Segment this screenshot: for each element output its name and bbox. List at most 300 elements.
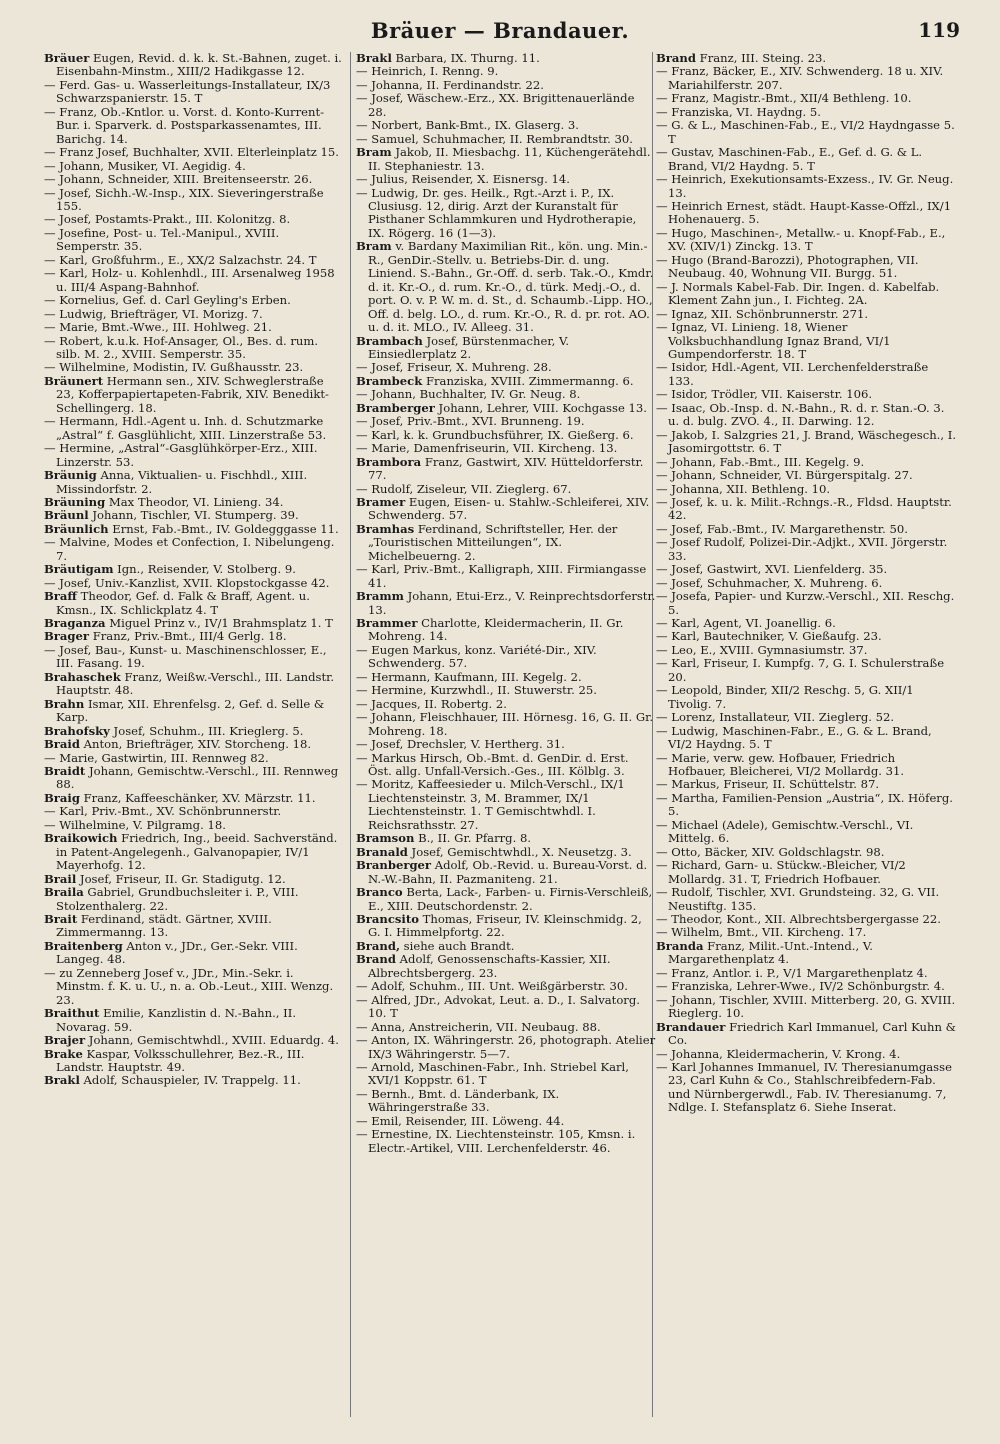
entry-text: — Johanna, II. Ferdinandstr. 22.: [356, 77, 544, 92]
directory-entry: [44, 52, 344, 79]
directory-entry: [656, 52, 956, 65]
entry-surname: Brand: [656, 52, 696, 65]
entry-text: — Hugo (Brand-Barozzi), Photographen, VII. Neubaug. 40, Wohnung VII. Burgg. 51.: [656, 252, 919, 281]
entry-surname: Bräunl: [44, 508, 89, 523]
directory-entry: [356, 832, 656, 845]
directory-entry: [356, 456, 656, 483]
directory-entry: [44, 227, 344, 254]
directory-entry: [656, 792, 956, 819]
entry-text: — Josef, Fab.-Bmt., IV. Margarethenstr. 50.: [656, 521, 908, 536]
entry-surname: Bram: [356, 239, 392, 254]
directory-entry: [656, 994, 956, 1021]
entry-text: Franz, III. Steing. 23.: [695, 52, 827, 65]
directory-entry: [656, 684, 956, 711]
entry-text: — Jacques, II. Robertg. 2.: [356, 696, 507, 711]
entry-text: — Josefa, Papier- und Kurzw.-Verschl., XII. Reschg. 5.: [656, 589, 955, 617]
entry-text: — Hermine, Kurzwhdl., II. Stuwerstr. 25.: [356, 683, 597, 698]
entry-text: Franz, Weißw.-Verschl., III. Landstr. Hauptstr. 48.: [56, 669, 335, 698]
directory-entry: [44, 738, 344, 751]
directory-entry: [356, 335, 656, 362]
entry-surname: Branberger: [356, 858, 432, 873]
entry-surname: Bramm: [356, 589, 404, 604]
entry-text: — Ludwig, Dr. ges. Heilk., Rgt.-Arzt i. P., IX. Clusiusg. 12, dirig. Arzt der Kuranstalt für Pisthaner Schlammkuren und Hydrotherapie, IX. Rögerg. 16 (1—3).: [356, 185, 637, 240]
entry-text: Josef, Friseur, II. Gr. Stadigutg. 12.: [76, 871, 286, 886]
entry-text: — Josef, Sichh.-W.-Insp., XIX. Sieveringerstraße 155.: [44, 185, 324, 213]
directory-entry: [356, 496, 656, 523]
entry-text: — Karl, k. k. Grundbuchsführer, IX. Gießerg. 6.: [356, 427, 634, 442]
directory-entry: [656, 361, 956, 388]
directory-entry: [44, 698, 344, 725]
directory-entry: [656, 200, 956, 227]
entry-text: Hermann sen., XIV. Schweglerstraße 23, Kofferpapiertapeten-Fabrik, XIV. Benedikt-Schellingerg. 18.: [56, 373, 329, 415]
directory-entry: [356, 738, 656, 751]
directory-entry: [356, 92, 656, 119]
directory-entry: [356, 133, 656, 146]
directory-entry: [44, 294, 344, 307]
entry-text: — Malvine, Modes et Confection, I. Nibelungeng. 7.: [44, 535, 335, 563]
entry-surname: Brand: [356, 952, 396, 967]
entry-text: Max Theodor, VI. Linieng. 34.: [105, 494, 284, 509]
entry-text: Johann, Gemischtwhdl., XVIII. Eduardg. 4.: [85, 1033, 339, 1048]
directory-entry: [656, 913, 956, 926]
directory-entry: [356, 846, 656, 859]
entry-surname: Bräunig: [44, 468, 97, 483]
directory-entry: [356, 778, 656, 832]
directory-entry: [356, 187, 656, 241]
entry-surname: Brahaschek: [44, 669, 121, 684]
entry-text: Ferdinand, Schriftsteller, Her. der „Touristischen Mitteilungen“, IX. Michelbeuerng. 2.: [368, 521, 618, 563]
directory-entry: [356, 429, 656, 442]
directory-entry: [656, 752, 956, 779]
entry-surname: Bräutigam: [44, 562, 114, 577]
directory-entry: [44, 967, 344, 1007]
entry-text: Josef, Schuhm., III. Krieglerg. 5.: [109, 723, 304, 738]
entry-surname: Brajer: [44, 1033, 86, 1048]
entry-text: — Johann, Fleischhauer, III. Hörnesg. 16, G. II. Gr. Mohreng. 18.: [356, 710, 654, 738]
entry-text: — Bernh., Bmt. d. Länderbank, IX. Währingerstraße 33.: [356, 1086, 560, 1115]
entry-text: — Ferd. Gas- u. Wasserleitungs-Installateur, IX/3 Schwarzspanierstr. 15. T: [44, 77, 331, 106]
entry-surname: Braganza: [44, 616, 106, 631]
entry-text: — Josefine, Post- u. Tel.-Manipul., XVIII. Semperstr. 35.: [44, 225, 280, 254]
entry-text: — Karl, Priv.-Bmt., XV. Schönbrunnerstr.: [44, 804, 282, 819]
entry-text: Josef, Bürstenmacher, V. Einsiedlerplatz 2.: [368, 333, 570, 361]
entry-text: Johann, Lehrer, VIII. Kochgasse 13.: [434, 400, 647, 415]
entry-text: Anna, Viktualien- u. Fischhdl., XIII. Missindorfstr. 2.: [56, 468, 308, 496]
directory-entry: [44, 792, 344, 805]
directory-entry: [656, 65, 956, 92]
directory-entry: [656, 1048, 956, 1061]
directory-entry: [356, 1061, 656, 1088]
entry-text: — Karl, Friseur, I. Kumpfg. 7, G. I. Schulerstraße 20.: [656, 656, 945, 684]
entry-text: Johann, Gemischtw.-Verschl., III. Rennweg 88.: [56, 764, 339, 792]
entry-surname: Brand,: [356, 938, 400, 953]
entry-text: — Leo, E., XVIII. Gymnasiumstr. 37.: [656, 642, 868, 657]
entry-text: — Josef, k. u. k. Milit.-Rchngs.-R., Fldsd. Hauptstr. 42.: [656, 494, 952, 523]
entry-text: — Karl, Holz- u. Kohlenhdl., III. Arsenalweg 1958 u. III/4 Aspang-Bahnhof.: [44, 266, 335, 294]
directory-entry: [656, 577, 956, 590]
directory-entry: [656, 1061, 956, 1115]
entry-text: Friedrich, Ing., beeid. Sachverständ. in Patent-Angelegenh., Galvanopapier, IV/1 Mayerhofg. 12.: [56, 831, 338, 873]
entry-surname: Bram: [356, 145, 392, 160]
directory-entry: [44, 106, 344, 146]
column-1: [44, 52, 344, 1422]
entry-text: Berta, Lack-, Farben- u. Firnis-Verschleiß, E., XIII. Deutschordenstr. 2.: [368, 885, 653, 913]
directory-entry: [356, 65, 656, 78]
directory-entry: [356, 859, 656, 886]
entry-surname: Braikowich: [44, 831, 118, 846]
entry-text: B., II. Gr. Pfarrg. 8.: [414, 831, 532, 846]
directory-entry: [356, 980, 656, 993]
page-number: 119: [918, 18, 960, 42]
entry-text: — Hermann, Kaufmann, III. Kegelg. 2.: [356, 669, 582, 684]
entry-text: — Otto, Bäcker, XIV. Goldschlagstr. 98.: [656, 844, 885, 859]
directory-entry: [44, 1007, 344, 1034]
entry-text: Eugen, Eisen- u. Stahlw.-Schleiferei, XIV. Schwenderg. 57.: [368, 494, 650, 523]
entry-text: — zu Zenneberg Josef v., JDr., Min.-Sekr. i. Minstm. f. K. u. U., n. a. Ob.-Leut., XIII. Wenzg. 23.: [44, 965, 334, 1007]
entry-text: — Norbert, Bank-Bmt., IX. Glaserg. 3.: [356, 118, 579, 133]
entry-text: Anton, Briefträger, XIV. Storcheng. 18.: [79, 737, 312, 752]
entry-surname: Brammer: [356, 616, 418, 631]
entry-surname: Bramson: [356, 831, 415, 846]
directory-entry: [44, 563, 344, 576]
directory-entry: [656, 321, 956, 361]
entry-text: — Karl, Agent, VI. Joanellig. 6.: [656, 616, 836, 631]
directory-entry: [356, 483, 656, 496]
directory-entry: [356, 711, 656, 738]
directory-entry: [356, 1088, 656, 1115]
entry-text: — Josef, Wäschew.-Erz., XX. Brigittenauerlände 28.: [356, 91, 635, 119]
entry-text: Miguel Prinz v., IV/1 Brahmsplatz 1. T: [105, 616, 333, 631]
entry-surname: Brancsito: [356, 912, 419, 926]
entry-text: — Wilhelm, Bmt., VII. Kircheng. 17.: [656, 925, 867, 940]
entry-surname: Braitenberg: [44, 938, 123, 953]
directory-entry: [44, 536, 344, 563]
directory-entry: [656, 617, 956, 630]
directory-entry: [356, 953, 656, 980]
directory-entry: [356, 563, 656, 590]
directory-entry: [44, 173, 344, 186]
entry-text: — Johanna, Kleidermacherin, V. Krong. 4.: [656, 1046, 901, 1061]
entry-text: — Heinrich, Exekutionsamts-Exzess., IV. Gr. Neug. 13.: [656, 172, 954, 200]
entry-text: — Robert, k.u.k. Hof-Ansager, Ol., Bes. d. rum. silb. M. 2., XVIII. Semperstr. 35.: [44, 333, 319, 361]
entry-text: — Josef, Friseur, X. Muhreng. 28.: [356, 360, 552, 375]
directory-entry: [44, 321, 344, 334]
entry-surname: Branco: [356, 885, 403, 900]
entry-text: — Rudolf, Ziseleur, VII. Zieglerg. 67.: [356, 481, 572, 496]
entry-text: — Ludwig, Maschinen-Fabr., E., G. & L. Brand, VI/2 Haydng. 5. T: [656, 723, 932, 752]
entry-surname: Brakl: [356, 52, 392, 65]
directory-entry: [44, 361, 344, 374]
directory-entry: [44, 335, 344, 362]
entry-surname: Brakl: [44, 1073, 80, 1088]
entry-text: Eugen, Revid. d. k. k. St.-Bahnen, zuget. i. Eisenbahn-Minstm., XIII/2 Hadikgasse 12.: [56, 52, 342, 79]
directory-entry: [44, 671, 344, 698]
directory-entry: [356, 698, 656, 711]
entry-text: Barbara, IX. Thurng. 11.: [391, 52, 540, 65]
entry-surname: Bräunlich: [44, 521, 109, 536]
entry-text: — Jakob, I. Salzgries 21, J. Brand, Wäschegesch., I. Jasomirgottstr. 6. T: [656, 427, 956, 456]
entry-text: — Wilhelmine, V. Pilgramg. 18.: [44, 817, 226, 832]
directory-entry: [44, 496, 344, 509]
directory-entry: [356, 913, 656, 940]
directory-entry: [656, 456, 956, 469]
directory-entry: [356, 684, 656, 697]
entry-text: — Karl, Priv.-Bmt., Kalligraph, XIII. Firmiangasse 41.: [356, 562, 647, 590]
entry-text: — Anna, Anstreicherin, VII. Neubaug. 88.: [356, 1019, 601, 1034]
directory-entry: [656, 173, 956, 200]
entry-text: Ferdinand, städt. Gärtner, XVIII. Zimmermanng. 13.: [56, 912, 272, 940]
directory-entry: [656, 644, 956, 657]
entry-text: — Ignaz, VI. Linieng. 18, Wiener Volksbuchhandlung Ignaz Brand, VI/1 Gumpendorferstr. 18. T: [656, 320, 891, 361]
page-header: [0, 14, 1000, 48]
directory-entry: [44, 509, 344, 522]
entry-text: Johann, Etui-Erz., V. Reinprechtsdorferstr. 13.: [368, 589, 656, 617]
directory-entry: [356, 146, 656, 173]
directory-entry: [44, 752, 344, 765]
entry-text: Emilie, Kanzlistin d. N.-Bahn., II. Novarag. 59.: [56, 1006, 297, 1034]
entry-text: — Franz, Magistr.-Bmt., XII/4 Bethleng. 10.: [656, 91, 912, 106]
entry-text: — Marie, Damenfriseurin, VII. Kircheng. 13.: [356, 441, 618, 456]
directory-entry: [44, 1074, 344, 1087]
entry-surname: Brahn: [44, 696, 85, 711]
entry-surname: Braithut: [44, 1006, 100, 1021]
entry-surname: Braig: [44, 790, 80, 805]
directory-entry: [656, 308, 956, 321]
directory-entry: [656, 778, 956, 791]
directory-entry: [356, 119, 656, 132]
column-divider: [350, 52, 351, 1417]
directory-entry: [356, 402, 656, 415]
directory-entry: [656, 523, 956, 536]
entry-surname: Brail: [44, 871, 77, 886]
directory-entry: [44, 805, 344, 818]
directory-entry: [356, 52, 656, 65]
directory-entry: [656, 590, 956, 617]
entry-surname: Brager: [44, 629, 90, 644]
directory-entry: [356, 671, 656, 684]
directory-entry: [44, 832, 344, 872]
entry-text: Ernst, Fab.-Bmt., IV. Goldegggasse 11.: [108, 521, 339, 536]
entry-text: Jakob, II. Miesbachg. 11, Küchengerätehdl. II. Stephaniestr. 13.: [368, 145, 651, 173]
directory-entry: [356, 590, 656, 617]
directory-entry: [44, 886, 344, 913]
directory-entry: [44, 442, 344, 469]
entry-text: Franz, Gastwirt, XIV. Hütteldorferstr. 77.: [368, 454, 644, 483]
entry-text: — Hugo, Maschinen-, Metallw.- u. Knopf-Fab., E., XV. (XIV/1) Zinckg. 13. T: [656, 225, 946, 254]
entry-surname: Braid: [44, 737, 80, 752]
entry-text: Franz, Milit.-Unt.-Intend., V. Margarethenplatz 4.: [668, 938, 873, 967]
entry-text: — Samuel, Schuhmacher, II. Rembrandtstr. 30.: [356, 131, 633, 146]
directory-entry: [44, 590, 344, 617]
directory-entry: [656, 926, 956, 939]
entry-surname: Brambora: [356, 454, 422, 469]
directory-entry: [656, 819, 956, 846]
entry-text: — Kornelius, Gef. d. Carl Geyling's Erben.: [44, 293, 291, 308]
entry-text: siehe auch Brandt.: [400, 938, 515, 953]
directory-entry: [44, 873, 344, 886]
entry-text: — Rudolf, Tischler, XVI. Grundsteing. 32, G. VII. Neustiftg. 135.: [656, 885, 940, 913]
entry-surname: Brait: [44, 912, 78, 926]
entry-text: — Ernestine, IX. Liechtensteinstr. 105, Kmsn. i. Electr.-Artikel, VIII. Lerchenfelderstr. 46.: [356, 1127, 636, 1155]
entry-text: — Franz, Antlor. i. P., V/1 Margarethenplatz 4.: [656, 965, 928, 980]
entry-text: — Johann, Fab.-Bmt., III. Kegelg. 9.: [656, 454, 865, 469]
entry-surname: Brandauer: [656, 1019, 726, 1034]
entry-text: — Emil, Reisender, III. Löweng. 44.: [356, 1113, 565, 1128]
entry-text: Ign., Reisender, V. Stolberg. 9.: [113, 562, 296, 577]
entry-text: Adolf, Ob.-Revid. u. Bureau-Vorst. d. N.-W.-Bahn, II. Pazmaniteng. 21.: [368, 858, 648, 886]
entry-text: — Heinrich, I. Renng. 9.: [356, 64, 499, 79]
directory-entry: [44, 267, 344, 294]
directory-entry: [356, 415, 656, 428]
directory-entry: [356, 1128, 656, 1155]
directory-entry: [656, 657, 956, 684]
entry-text: Johann, Tischler, VI. Stumperg. 39.: [88, 508, 299, 523]
directory-entry: [44, 940, 344, 967]
directory-entry: [656, 388, 956, 401]
directory-entry: [44, 415, 344, 442]
directory-entry: [356, 886, 656, 913]
directory-entry: [656, 483, 956, 496]
directory-entry: [356, 361, 656, 374]
entry-text: — Johanna, XII. Bethleng. 10.: [656, 481, 831, 496]
directory-entry: [656, 227, 956, 254]
entry-surname: Bramhas: [356, 521, 415, 536]
entry-text: — Isaac, Ob.-Insp. d. N.-Bahn., R. d. r. Stan.-O. 3. u. d. bulg. ZVO. 4., II. Darwing. 12.: [656, 400, 945, 429]
entry-text: — Isidor, Trödler, VII. Kaiserstr. 106.: [656, 387, 873, 402]
directory-entry: [356, 1021, 656, 1034]
entry-text: Friedrich Karl Immanuel, Carl Kuhn & Co.: [668, 1019, 956, 1048]
entry-text: v. Bardany Maximilian Rit., kön. ung. Min.-R., GenDir.-Stellv. u. Betriebs-Dir. d. ung. Liniend. S.-Bahn., Gr.-Off. d. serb. Tak.-O., Kmdr. d. it. Kr.-O., d. rum. Kr.-O., d. türk. Medj.-O., d. port. O. v. P. W. m. d. St., d. Schaumb.-Lipp. HO., Off. d. belg. LO., d. rum. Kr.-O., R. d. pr. rot. AO. u. d. it. MLO., IV. Alleeg. 31.: [368, 239, 654, 335]
entry-text: — Julius, Reisender, X. Eisnersg. 14.: [356, 172, 570, 187]
entry-text: — Franziska, Lehrer-Wwe., IV/2 Schönburgstr. 4.: [656, 979, 945, 994]
directory-entry: [656, 402, 956, 429]
entry-text: — Josef Rudolf, Polizei-Dir.-Adjkt., XVII. Jörgerstr. 33.: [656, 535, 948, 563]
entry-surname: Brambach: [356, 333, 423, 348]
page-title: Bräuer — Brandauer.: [370, 18, 630, 43]
directory-entry: [656, 940, 956, 967]
directory-entry: [656, 469, 956, 482]
directory-entry: [356, 752, 656, 779]
directory-entry: [656, 281, 956, 308]
directory-entry: [44, 79, 344, 106]
directory-entry: [356, 1115, 656, 1128]
entry-text: — Alfred, JDr., Advokat, Leut. a. D., I. Salvatorg. 10. T: [356, 992, 640, 1021]
entry-text: — Markus Hirsch, Ob.-Bmt. d. GenDir. d. Erst. Öst. allg. Unfall-Versich.-Ges., III. Kölblg. 3.: [356, 750, 629, 779]
entry-text: — Lorenz, Installateur, VII. Zieglerg. 52.: [656, 710, 895, 725]
directory-entry: [44, 1034, 344, 1047]
entry-surname: Bräuning: [44, 494, 106, 509]
entry-text: Franz, Kaffeeschänker, XV. Märzstr. 11.: [79, 790, 316, 805]
directory-entry: [44, 1048, 344, 1075]
directory-entry: [44, 308, 344, 321]
entry-text: — Karl Johannes Immanuel, IV. Theresianumgasse 23, Carl Kuhn & Co., Stahlschreibfedern-Fab. und Nürnbergerwdl., Fab. IV. Theresianumg. 7, Ndlge. I. Stefansplatz 6. Siehe Inserat.: [656, 1059, 952, 1115]
entry-text: Gabriel, Grundbuchsleiter i. P., VIII. Stolzenthalerg. 22.: [56, 885, 299, 913]
entry-text: — Johann, Schneider, XIII. Breitenseerstr. 26.: [44, 172, 313, 187]
entry-text: — Martha, Familien-Pension „Austria“, IX. Höferg. 5.: [656, 790, 953, 819]
entry-text: — Johann, Schneider, VI. Bürgerspitalg. 27.: [656, 468, 913, 483]
entry-surname: Brambeck: [356, 373, 423, 388]
directory-entry: [656, 725, 956, 752]
directory-entry: [356, 240, 656, 334]
directory-entry: [44, 617, 344, 630]
entry-text: — Franz Josef, Buchhalter, XVII. Elterleinplatz 15.: [44, 145, 339, 160]
entry-text: — Isidor, Hdl.-Agent, VII. Lerchenfelderstraße 133.: [656, 360, 929, 388]
entry-text: — Leopold, Binder, XII/2 Reschg. 5, G. XII/1 Tivolig. 7.: [656, 683, 914, 711]
entry-surname: Bräunert: [44, 373, 104, 388]
entry-text: — Theodor, Kont., XII. Albrechtsbergergasse 22.: [656, 912, 941, 926]
directory-entry: [656, 711, 956, 724]
entry-text: — Ludwig, Briefträger, VI. Morizg. 7.: [44, 306, 263, 321]
entry-text: Thomas, Friseur, IV. Kleinschmidg. 2, G. I. Himmelpfortg. 22.: [368, 912, 642, 940]
directory-entry: [44, 375, 344, 415]
entry-text: — Gustav, Maschinen-Fab., E., Gef. d. G. & L. Brand, VI/2 Haydng. 5. T: [656, 145, 923, 173]
entry-text: Charlotte, Kleidermacherin, II. Gr. Mohreng. 14.: [368, 616, 624, 644]
entry-text: Theodor, Gef. d. Falk & Braff, Agent. u. Kmsn., IX. Schlickplatz 4. T: [56, 589, 310, 617]
directory-entry: [44, 254, 344, 267]
directory-entry: [656, 496, 956, 523]
column-2: [356, 52, 656, 1422]
entry-surname: Branda: [656, 938, 704, 953]
directory-entry: [44, 765, 344, 792]
entry-text: — Anton, IX. Währingerstr. 26, photograph. Atelier IX/3 Währingerstr. 5—7.: [356, 1033, 656, 1061]
entry-text: Ismar, XII. Ehrenfelsg. 2, Gef. d. Selle & Karp.: [56, 696, 325, 725]
entry-text: — Marie, Gastwirtin, III. Rennweg 82.: [44, 750, 269, 765]
directory-entry: [356, 442, 656, 455]
entry-text: — Eugen Markus, konz. Variété-Dir., XIV. Schwenderg. 57.: [356, 642, 597, 671]
directory-entry: [656, 563, 956, 576]
entry-text: — Karl, Großfuhrm., E., XX/2 Salzachstr. 24. T: [44, 252, 317, 267]
entry-text: — G. & L., Maschinen-Fab., E., VI/2 Haydngasse 5. T: [656, 118, 955, 146]
directory-entry: [44, 630, 344, 643]
entry-text: — Ignaz, XII. Schönbrunnerstr. 271.: [656, 306, 869, 321]
entry-surname: Brahofsky: [44, 723, 110, 738]
entry-text: — Franziska, VI. Haydng. 5.: [656, 104, 821, 119]
directory-entry: [356, 388, 656, 401]
directory-entry: [44, 725, 344, 738]
directory-entry: [656, 1021, 956, 1048]
directory-entry: [356, 940, 656, 953]
directory-entry: [356, 523, 656, 563]
directory-entry: [656, 92, 956, 105]
directory-entry: [44, 913, 344, 940]
entry-text: Josef, Gemischtwhdl., X. Neusetzg. 3.: [407, 844, 632, 859]
directory-entry: [356, 375, 656, 388]
entry-text: — Michael (Adele), Gemischtw.-Verschl., VI. Mittelg. 6.: [656, 817, 914, 846]
entry-text: Kaspar, Volksschullehrer, Bez.-R., III. Landstr. Hauptstr. 49.: [56, 1046, 305, 1074]
entry-text: — Hermine, „Astral“-Gasglühkörper-Erz., XIII. Linzerstr. 53.: [44, 441, 318, 469]
entry-text: — Arnold, Maschinen-Fabr., Inh. Striebel Karl, XVI/1 Koppstr. 61. T: [356, 1059, 629, 1088]
entry-text: Franziska, XVIII. Zimmermanng. 6.: [422, 373, 634, 388]
entry-text: — Richard, Garn- u. Stückw.-Bleicher, VI/2 Mollardg. 31. T, Friedrich Hofbauer.: [656, 858, 906, 886]
directory-entry: [44, 577, 344, 590]
directory-entry: [656, 980, 956, 993]
directory-entry: [656, 254, 956, 281]
entry-surname: Braidt: [44, 764, 86, 779]
directory-entry: [656, 886, 956, 913]
entry-surname: Branald: [356, 844, 408, 859]
directory-entry: [44, 160, 344, 173]
directory-entry: [656, 859, 956, 886]
directory-entry: [44, 213, 344, 226]
entry-text: — Josef, Gastwirt, XVI. Lienfelderg. 35.: [656, 562, 888, 577]
entry-text: — Josef, Priv.-Bmt., XVI. Brunneng. 19.: [356, 414, 585, 429]
entry-surname: Bramer: [356, 494, 406, 509]
directory-entry: [44, 146, 344, 159]
directory-entry: [356, 1034, 656, 1061]
entry-surname: Braila: [44, 885, 84, 900]
directory-entry: [656, 119, 956, 146]
directory-entry: [656, 429, 956, 456]
